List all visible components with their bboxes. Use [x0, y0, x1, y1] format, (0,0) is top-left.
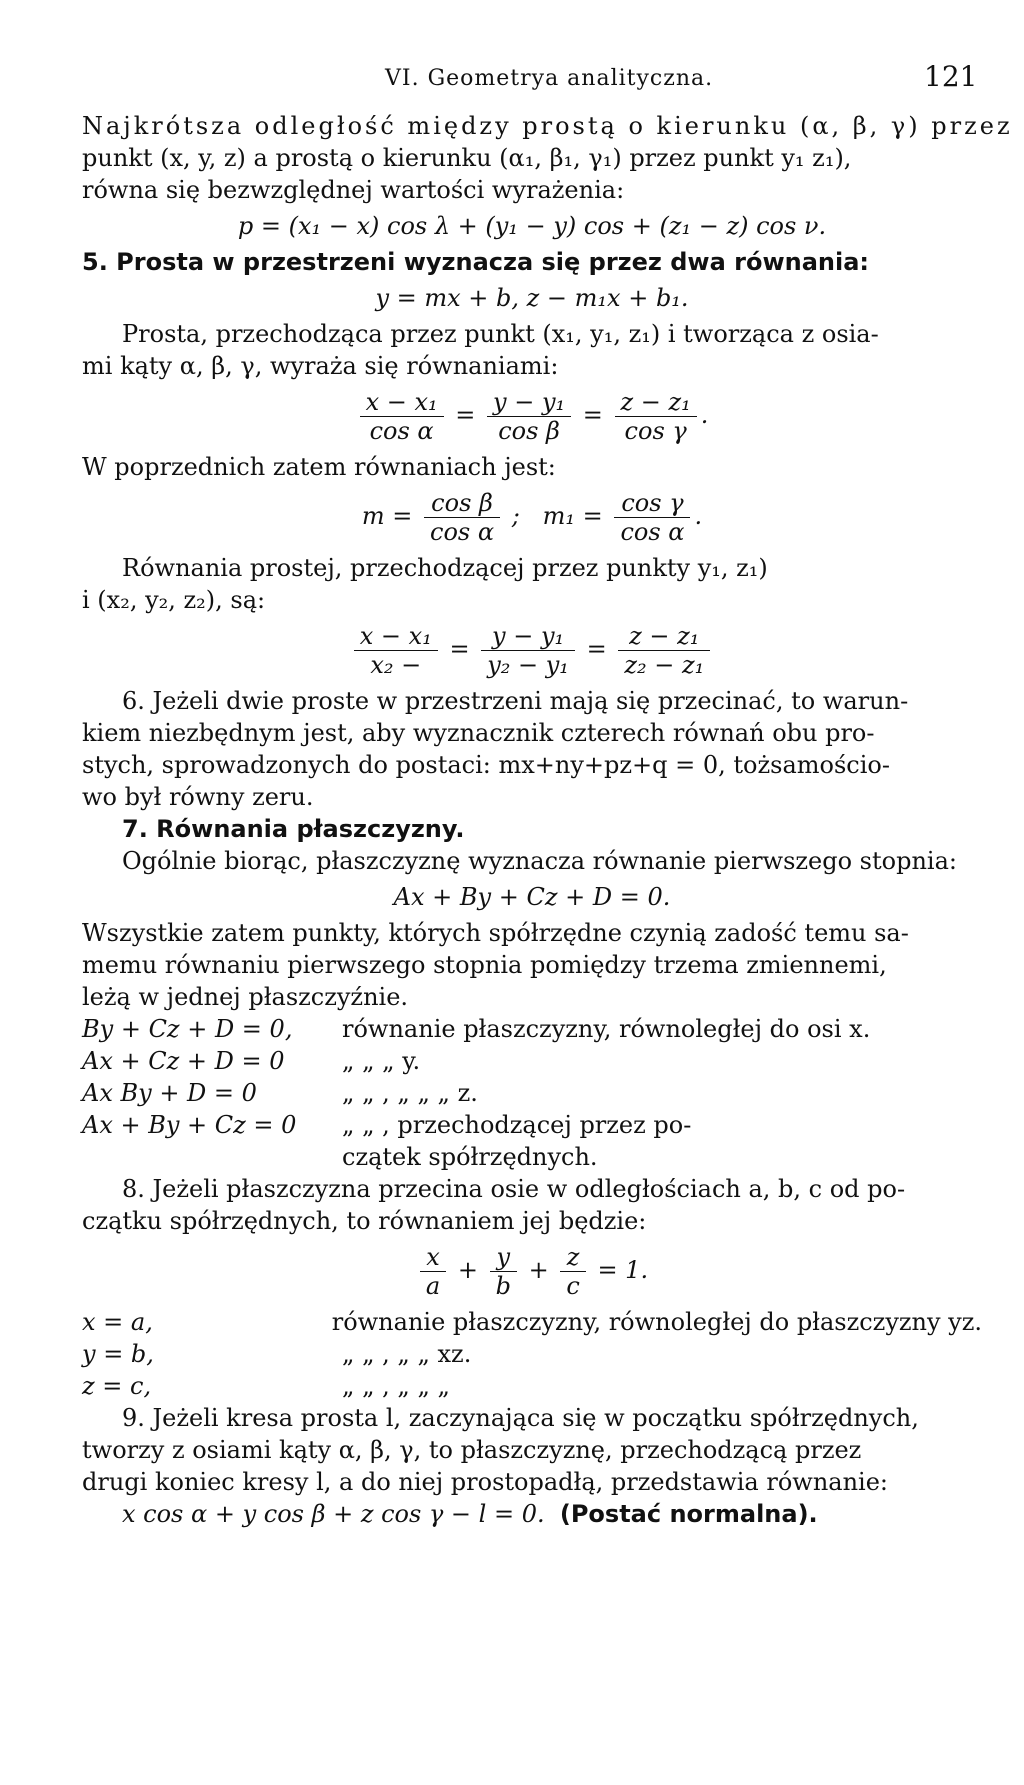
list-item	[82, 1141, 982, 1173]
section-5-text: 5. Prosta w przestrzeni wyznacza się przez dwa równania:	[82, 248, 870, 276]
list-item	[82, 1013, 982, 1045]
page-header	[0, 58, 1024, 98]
formula-lhs: m =	[361, 502, 413, 530]
fraction-denominator: cos α	[430, 518, 495, 546]
equation: Ax + By + Cz = 0	[82, 1111, 297, 1139]
equation: Ax By + D = 0	[82, 1079, 257, 1107]
description: „ „ , „ „ „ z.	[342, 1079, 478, 1107]
formula: Ax + By + Cz + D = 0.	[393, 883, 671, 911]
fraction-numerator: y − y₁	[481, 622, 575, 651]
paragraph-line: czątku spółrzędnych, to równaniem jej będzie:	[82, 1207, 647, 1235]
paragraph-line: memu równaniu pierwszego stopnia pomiędzy trzema zmiennemi,	[82, 951, 887, 979]
list-item	[82, 1306, 982, 1338]
formula-line	[82, 1498, 982, 1530]
paragraph-line: 6. Jeżeli dwie proste w przestrzeni mają się przecinać, to warun-	[122, 687, 909, 715]
paragraph-line: leżą w jednej płaszczyźnie.	[82, 983, 409, 1011]
formula: p = (x₁ − x) cos λ + (y₁ − y) cos + (z₁ − z) cos ν.	[237, 212, 827, 240]
paragraph-line: Ogólnie biorąc, płaszczyznę wyznacza równanie pierwszego stopnia:	[122, 847, 957, 875]
plane-equation-list	[82, 1306, 982, 1402]
fraction-numerator: cos γ	[614, 489, 690, 518]
fraction-numerator: x	[420, 1243, 446, 1272]
fraction-numerator: y − y₁	[487, 388, 571, 417]
description: „ „ „ y.	[342, 1047, 421, 1075]
fraction-denominator: cos α	[369, 417, 434, 445]
paragraph-line: Równania prostej, przechodzącej przez punkty y₁, z₁)	[122, 554, 768, 582]
fraction-denominator: c	[566, 1272, 580, 1300]
paragraph-line: W poprzednich zatem równaniach jest:	[82, 453, 556, 481]
description: „ „ , „ „ „	[342, 1372, 450, 1400]
equation: x = a,	[82, 1308, 153, 1336]
paragraph-line: Najkrótsza odległość między prostą o kierunku (α, β, γ) przez	[82, 112, 1013, 140]
formula-lhs: m₁ =	[542, 502, 603, 530]
formula-fraction-equation: $\frac{x}{a}$ + $\frac{y}{b}$ + $\frac{z}{c}$ = 1.	[82, 1243, 982, 1300]
paragraph-line: tworzy z osiami kąty α, β, γ, to płaszczyznę, przechodzącą przez	[82, 1436, 862, 1464]
list-item	[82, 1045, 982, 1077]
paragraph-line: 9. Jeżeli kresa prosta l, zaczynająca się w początku spółrzędnych,	[122, 1404, 919, 1432]
section-7-heading: 7. Równania płaszczyzny.	[122, 815, 465, 843]
paragraph-line: kiem niezbędnym jest, aby wyznacznik czterech równań obu pro-	[82, 719, 875, 747]
fraction-numerator: x − x₁	[360, 388, 444, 417]
fraction-denominator: b	[495, 1272, 511, 1300]
paragraph-line: i (x₂, y₂, z₂), są:	[82, 586, 266, 614]
fraction-numerator: z	[560, 1243, 585, 1272]
paragraph-line: Prosta, przechodząca przez punkt (x₁, y₁, z₁) i tworząca z osia-	[122, 320, 879, 348]
formula-fraction-equation: $\frac{\text{x − x₁}}{\text{cos α}}$ = $\frac{\text{y − y₁}}{\text{cos β}}$ = $\frac{\text{z − z₁}}{\text{cos γ}}$ .	[82, 388, 982, 445]
paragraph-line: mi kąty α, β, γ, wyraża się równaniami:	[82, 352, 559, 380]
fraction-denominator: z₂ − z₁	[624, 651, 705, 679]
fraction-numerator: z − z₁	[618, 622, 710, 651]
fraction-numerator: x − x₁	[354, 622, 438, 651]
list-item	[82, 1338, 982, 1370]
paragraph-line: Wszystkie zatem punkty, których spółrzędne czynią zadość temu sa-	[82, 919, 909, 947]
formula-rhs: = 1.	[597, 1256, 649, 1284]
page-body	[82, 110, 1013, 1530]
description: równanie płaszczyzny, równoległej do osi x.	[342, 1015, 871, 1043]
equation: Ax + Cz + D = 0	[82, 1047, 285, 1075]
description: „ „ , przechodzącej przez po-	[342, 1111, 692, 1139]
formula: x cos α + y cos β + z cos γ − l = 0.	[122, 1500, 545, 1528]
paragraph-line: wo był równy zeru.	[82, 783, 314, 811]
fraction-denominator: a	[425, 1272, 441, 1300]
formula: y = mx + b, z − m₁x + b₁.	[375, 284, 689, 312]
section-5-line	[82, 246, 982, 278]
fraction-denominator: x₂ −	[370, 651, 422, 679]
description: „ „ , „ „ xz.	[342, 1340, 472, 1368]
fraction-numerator: y	[490, 1243, 517, 1272]
list-item	[82, 1370, 982, 1402]
paragraph-line: równa się bezwzględnej wartości wyrażenia:	[82, 176, 625, 204]
fraction-denominator: cos β	[498, 417, 560, 445]
description: czątek spółrzędnych.	[342, 1143, 598, 1171]
equation	[82, 1141, 342, 1173]
fraction-denominator: y₂ − y₁	[487, 651, 569, 679]
paragraph-line: drugi koniec kresy l, a do niej prostopadłą, przedstawia równanie:	[82, 1468, 889, 1496]
equation: z = c,	[82, 1372, 152, 1400]
paragraph-line: 8. Jeżeli płaszczyzna przecina osie w odległościach a, b, c od po-	[122, 1175, 906, 1203]
page-number: 121	[924, 60, 978, 93]
formula-fraction-equation: m = $\frac{\text{cos β}}{\text{cos α}}$ ; m₁ = $\frac{\text{cos γ}}{\text{cos α}}$ .	[361, 489, 703, 546]
list-item	[82, 1109, 982, 1141]
fraction-denominator: cos α	[620, 518, 685, 546]
paragraph-line: stych, sprowadzonych do postaci: mx+ny+pz+q = 0, tożsamościo-	[82, 751, 890, 779]
fraction-numerator: cos β	[424, 489, 500, 518]
equation: By + Cz + D = 0,	[82, 1015, 293, 1043]
equation: y = b,	[82, 1340, 154, 1368]
fraction-denominator: cos γ	[624, 417, 687, 445]
running-title: VI. Geometrya analityczna.	[385, 66, 714, 91]
plane-equation-list	[82, 1013, 982, 1173]
formula-fraction-equation: $\frac{\text{x − x₁}}{\text{x₂ −}}$ = $\frac{\text{y − y₁}}{\text{y₂ − y₁}}$ = $\frac{\text{z − z₁}}{\text{z₂ − z₁}}$	[82, 622, 982, 679]
note: (Postać normalna).	[559, 1500, 818, 1528]
fraction-numerator: z − z₁	[615, 388, 697, 417]
description: równanie płaszczyzny, równoległej do płaszczyzny yz.	[331, 1308, 982, 1336]
list-item	[82, 1077, 982, 1109]
paragraph-line: punkt (x, y, z) a prostą o kierunku (α₁, β₁, γ₁) przez punkt y₁ z₁),	[82, 144, 852, 172]
